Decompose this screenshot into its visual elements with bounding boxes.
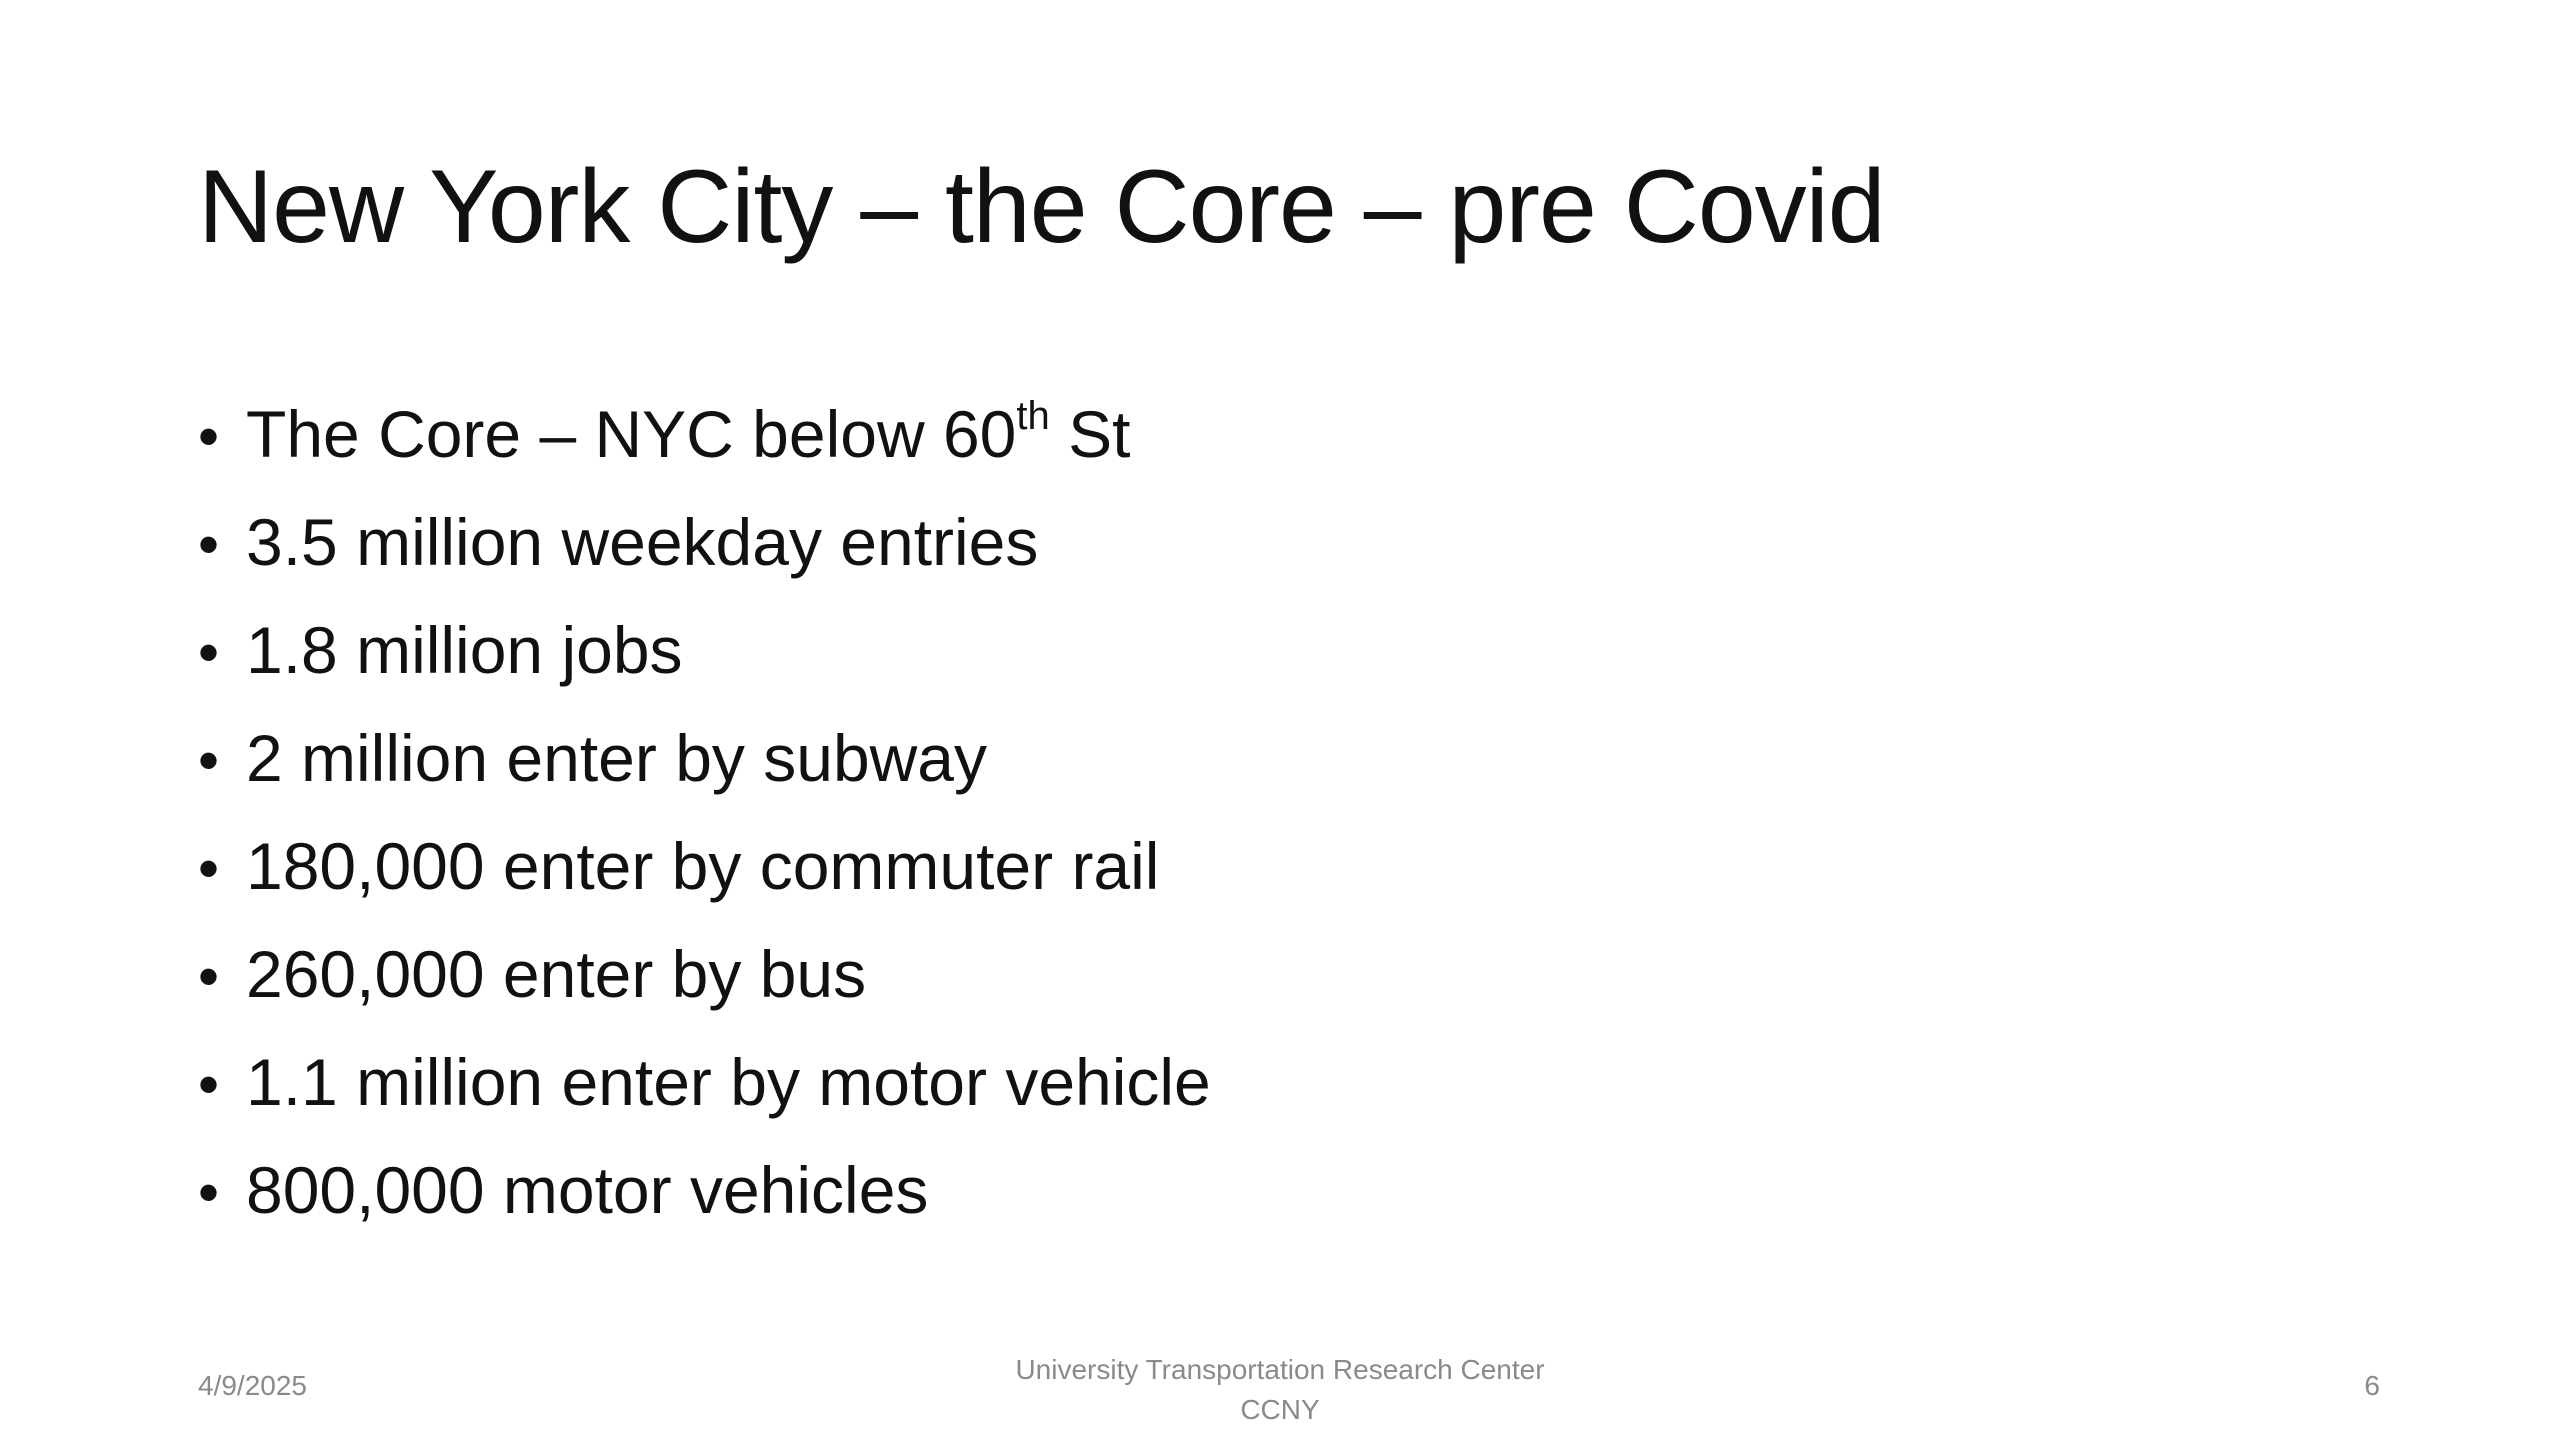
bullet-text: 2 million enter by subway — [246, 721, 988, 795]
bullet-dot: • — [198, 511, 220, 578]
bullet-item — [198, 714, 1211, 822]
footer-organization-line2: CCNY — [1240, 1394, 1320, 1425]
bullet-item — [198, 498, 1211, 606]
bullet-dot: • — [198, 943, 220, 1010]
footer-page-number: 6 — [2364, 1370, 2380, 1401]
bullet-dot: • — [198, 619, 220, 686]
bullet-item — [198, 930, 1211, 1038]
bullet-dot: • — [198, 1159, 220, 1226]
bullet-item — [198, 606, 1211, 714]
bullet-list — [198, 390, 1211, 1254]
bullet-item — [198, 1146, 1211, 1254]
bullet-text: 1.8 million jobs — [246, 613, 683, 687]
bullet-text-superscript: th — [1016, 394, 1050, 438]
bullet-text: 3.5 million weekday entries — [246, 505, 1039, 579]
bullet-text — [246, 390, 1130, 478]
bullet-dot: • — [198, 403, 220, 470]
footer-date: 4/9/2025 — [198, 1370, 307, 1401]
slide-title: New York City – the Core – pre Covid — [198, 149, 1885, 265]
bullet-text: 1.1 million enter by motor vehicle — [246, 1045, 1211, 1119]
bullet-text-prefix: The Core – NYC below 60 — [246, 397, 1017, 471]
bullet-text: 180,000 enter by commuter rail — [246, 829, 1160, 903]
bullet-text: 260,000 enter by bus — [246, 937, 867, 1011]
bullet-text: 800,000 motor vehicles — [246, 1153, 929, 1227]
bullet-dot: • — [198, 1051, 220, 1118]
footer-organization — [980, 1350, 1580, 1430]
bullet-dot: • — [198, 727, 220, 794]
footer-organization-line1: University Transportation Research Center — [1015, 1354, 1545, 1385]
bullet-item — [198, 1038, 1211, 1146]
bullet-dot: • — [198, 835, 220, 902]
bullet-item — [198, 390, 1211, 498]
bullet-text-suffix: St — [1049, 397, 1131, 471]
bullet-item — [198, 822, 1211, 930]
